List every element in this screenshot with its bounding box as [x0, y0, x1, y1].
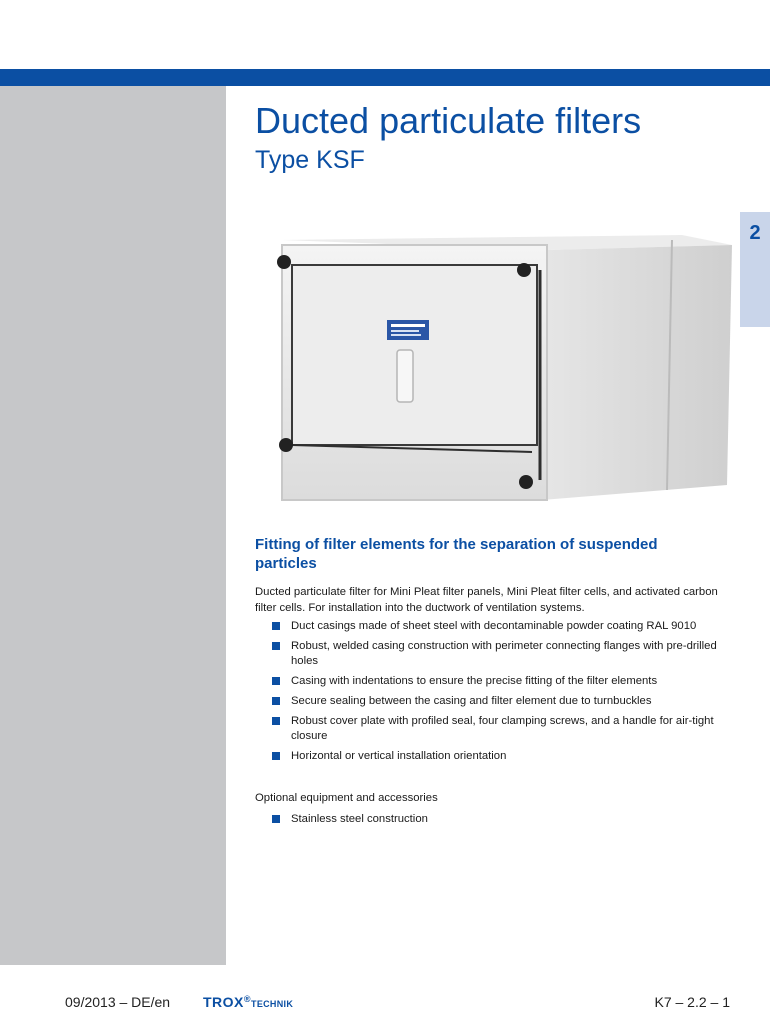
list-item: Robust, welded casing construction with perimeter connecting flanges with pre-drilled holes [255, 639, 735, 669]
chapter-tab [740, 212, 770, 327]
optional-list [255, 812, 735, 832]
page-title: Ducted particulate filters [255, 100, 642, 141]
header-blue-bar [0, 69, 770, 86]
logo-main: TROX [203, 994, 244, 1010]
optional-equipment-label: Optional equipment and accessories [255, 792, 438, 804]
list-item: Robust cover plate with profiled seal, four clamping screws, and a handle for air-tight closure [255, 714, 735, 744]
product-image [262, 220, 732, 520]
list-item: Horizontal or vertical installation orientation [255, 749, 735, 764]
feature-list [255, 619, 735, 769]
list-item: Duct casings made of sheet steel with decontaminable powder coating RAL 9010 [255, 619, 735, 634]
footer-date-language: 09/2013 – DE/en [65, 994, 171, 1010]
section-heading: Fitting of filter elements for the separation of suspended particles [255, 536, 658, 572]
left-gray-panel [0, 86, 226, 965]
list-item: Casing with indentations to ensure the precise fitting of the filter elements [255, 674, 735, 689]
list-item: Secure sealing between the casing and filter element due to turnbuckles [255, 694, 735, 709]
logo-sub: TECHNIK [251, 999, 294, 1009]
trox-logo [203, 994, 293, 1010]
intro-paragraph: Ducted particulate filter for Mini Pleat filter panels, Mini Pleat filter cells, and activated carbon filter cells. For installation into the ductwork of ventilation systems. [255, 586, 718, 614]
logo-registered-mark: ® [243, 994, 252, 1004]
footer-page-reference: K7 – 2.2 – 1 [654, 994, 730, 1010]
page-subtitle: Type KSF [255, 146, 365, 174]
chapter-number: 2 [749, 222, 761, 244]
list-item: Stainless steel construction [255, 812, 735, 827]
